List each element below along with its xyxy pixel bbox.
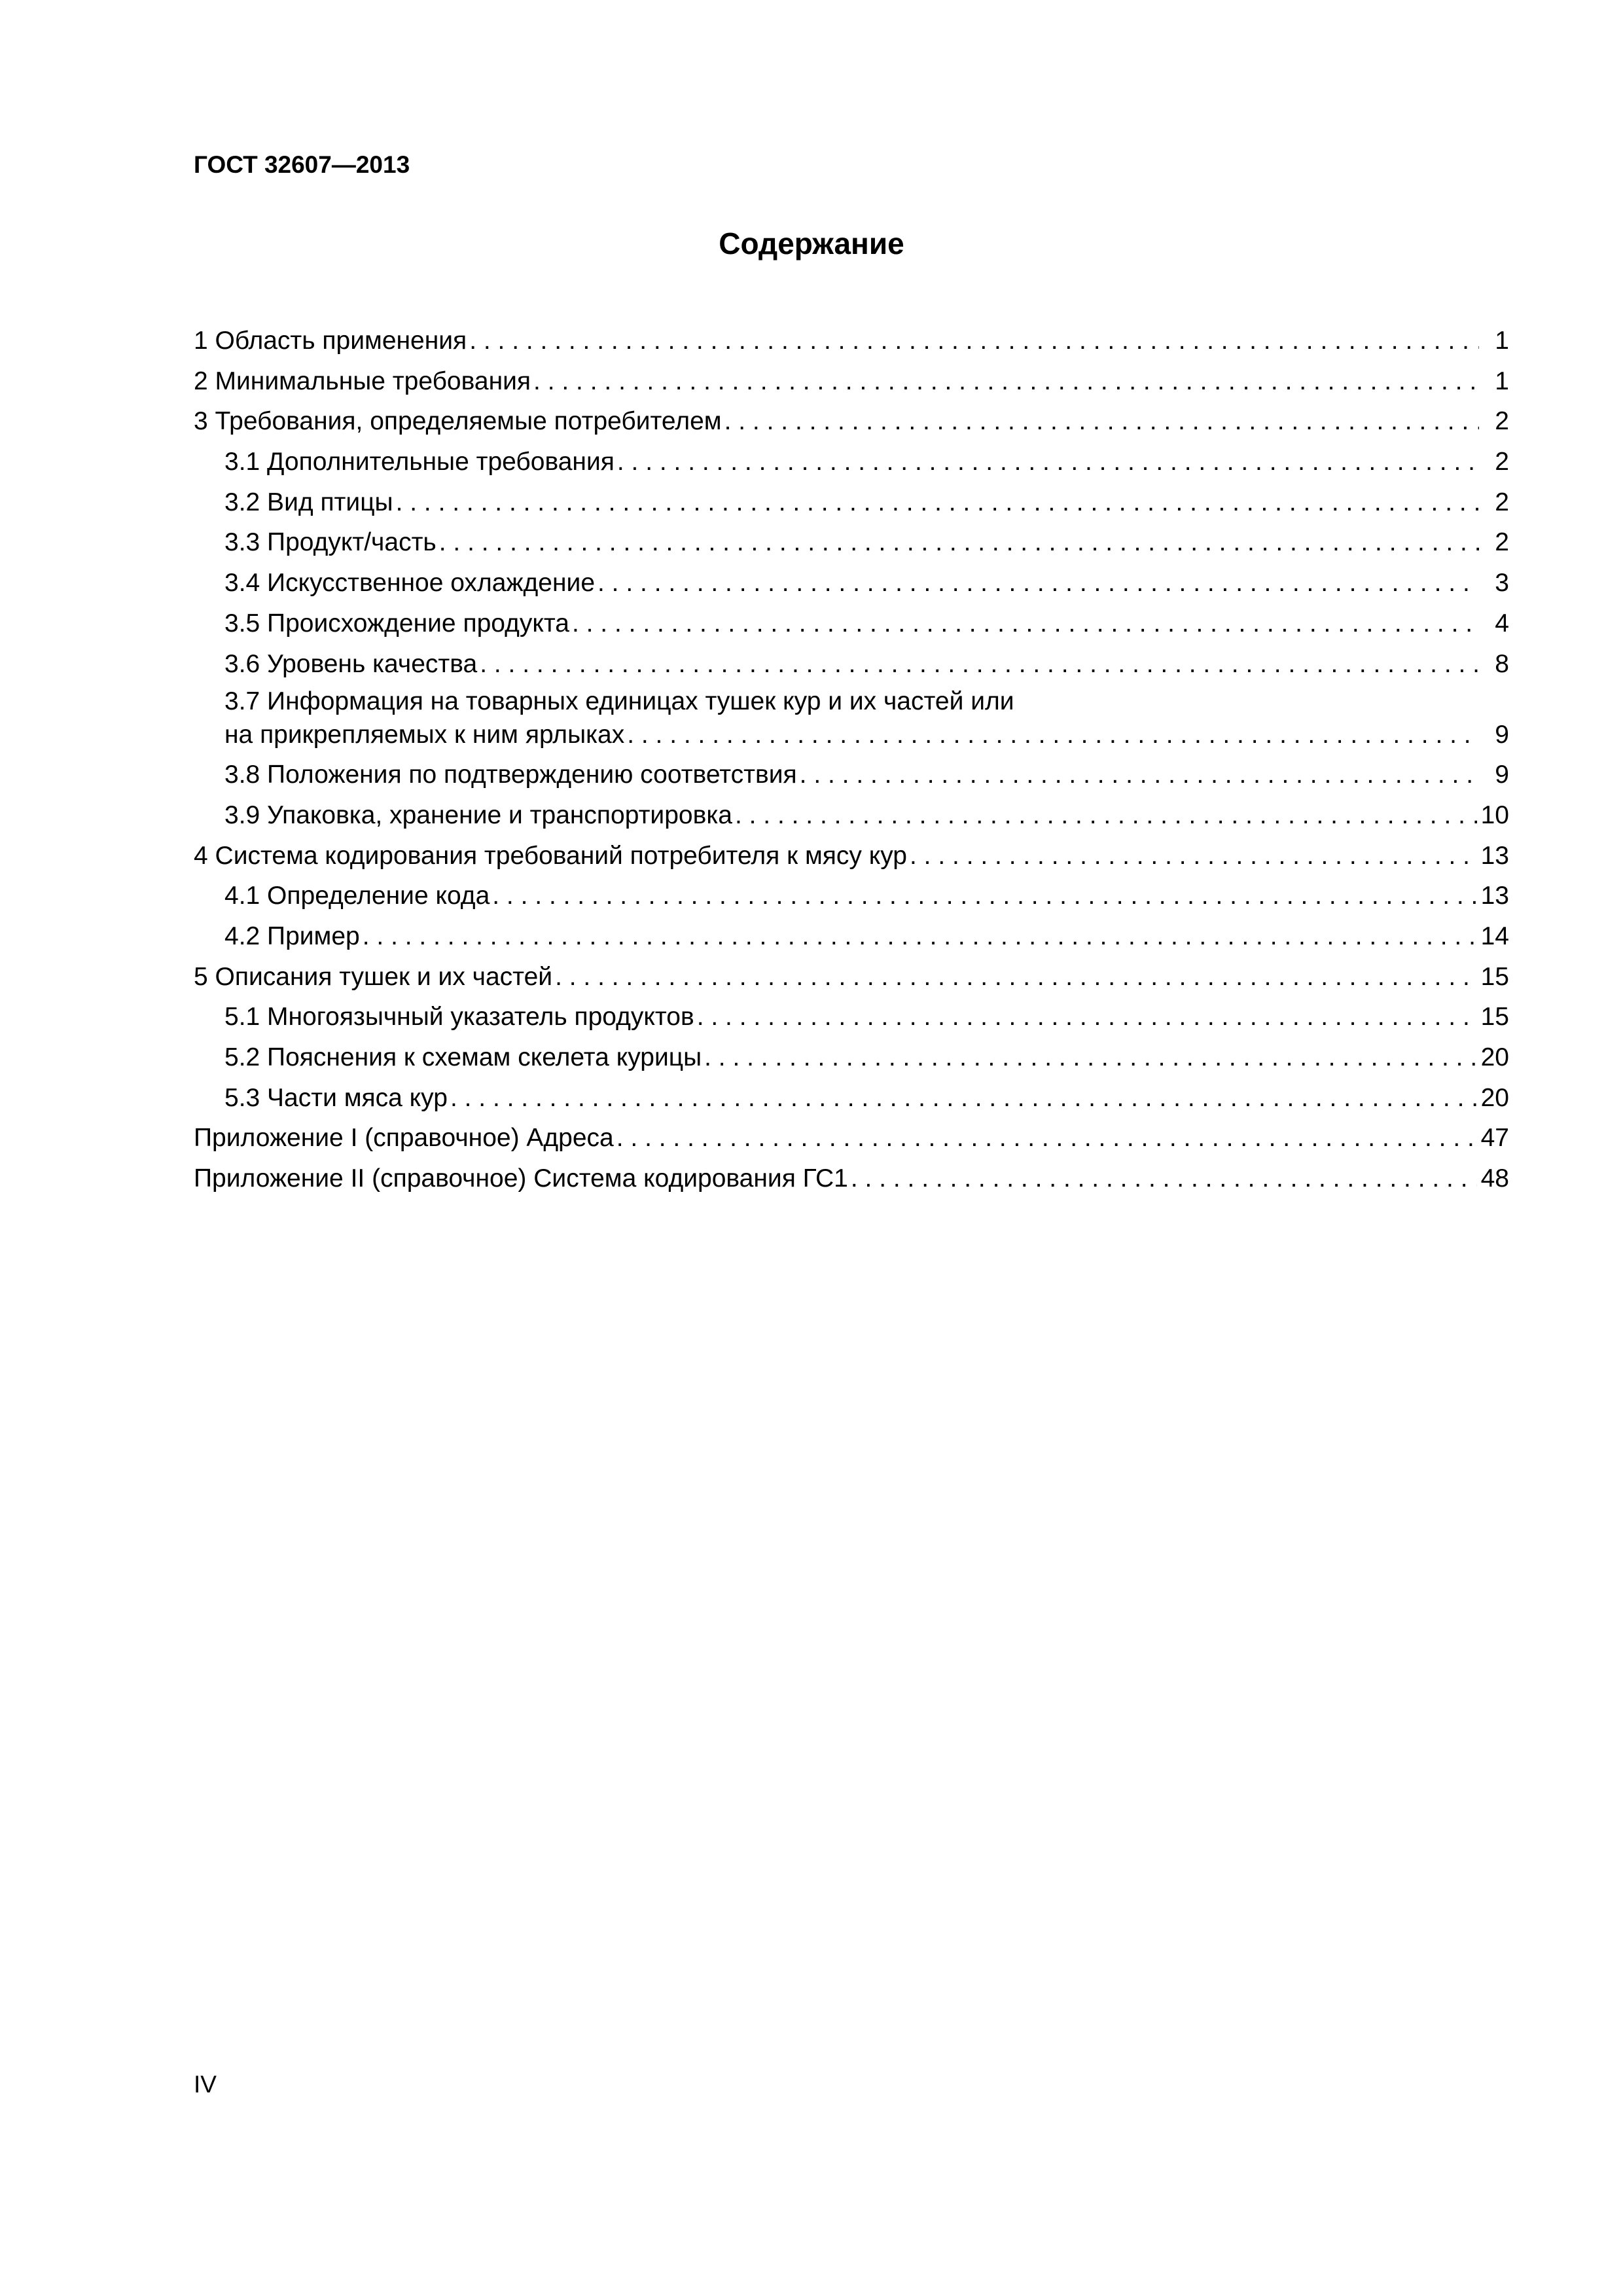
toc-page-number: 2: [1495, 407, 1509, 436]
toc-dot-leader: [616, 1118, 1477, 1158]
toc-entry[interactable]: [194, 795, 1509, 836]
toc-entry[interactable]: [194, 361, 1509, 402]
document-header: ГОСТ 32607—2013: [194, 151, 410, 178]
toc-page-number: 2: [1495, 488, 1509, 516]
toc-entry[interactable]: [194, 1078, 1509, 1119]
toc-entry[interactable]: [194, 684, 1509, 755]
toc-entry-title: 5.1 Многоязычный указатель продуктов: [224, 1003, 694, 1031]
toc-entry-title: 3.4 Искусственное охлаждение: [224, 569, 596, 598]
toc-entry[interactable]: [194, 644, 1509, 685]
toc-entry-title: 5.3 Части мяса кур: [224, 1083, 448, 1112]
toc-entry[interactable]: [194, 522, 1509, 563]
toc-page-number: 4: [1495, 609, 1509, 637]
toc-page-number: 47: [1480, 1124, 1509, 1153]
toc-page-number: 8: [1495, 649, 1509, 678]
table-of-contents: [194, 321, 1509, 1199]
toc-dot-leader: [724, 401, 1479, 442]
toc-dot-leader: [597, 563, 1479, 603]
toc-entry-title: 5 Описания тушек и их частей: [194, 962, 553, 991]
toc-entry[interactable]: [194, 957, 1509, 997]
toc-page-number: 9: [1495, 761, 1509, 789]
toc-entry[interactable]: [194, 836, 1509, 876]
toc-page-number: 9: [1495, 721, 1509, 749]
toc-entry-title: Приложение I (справочное) Адреса: [194, 1124, 614, 1153]
toc-page-number: 14: [1480, 922, 1509, 950]
toc-page-number: 1: [1495, 327, 1509, 355]
page-title: Содержание: [719, 226, 904, 260]
toc-page-number: 20: [1480, 1043, 1509, 1071]
toc-entry-title: 2 Минимальные требования: [194, 367, 531, 395]
toc-entry-title: 4 Система кодирования требований потребителя к мясу кур: [194, 841, 908, 870]
toc-entry-title: 3.3 Продукт/часть: [224, 528, 437, 557]
toc-dot-leader: [735, 795, 1477, 836]
toc-entry[interactable]: [194, 755, 1509, 795]
toc-page-number: 20: [1480, 1083, 1509, 1112]
toc-dot-leader: [910, 836, 1477, 876]
toc-entry-title: 3.7 Информация на товарных единицах тушек кур и их частей или: [224, 687, 1014, 716]
toc-entry-title: 1 Область применения: [194, 327, 467, 355]
toc-dot-leader: [533, 361, 1479, 402]
toc-dot-leader: [800, 755, 1479, 795]
toc-entry-title: 3 Требования, определяемые потребителем: [194, 407, 722, 436]
toc-page-number: 48: [1480, 1164, 1509, 1193]
toc-page-number: 13: [1480, 882, 1509, 910]
toc-entry[interactable]: [194, 401, 1509, 442]
toc-entry-title: 3.5 Происхождение продукта: [224, 609, 569, 637]
toc-entry-title: 3.2 Вид птицы: [224, 488, 393, 516]
toc-entry[interactable]: [194, 916, 1509, 957]
toc-entry[interactable]: [194, 1158, 1509, 1199]
toc-entry-title: 5.2 Пояснения к схемам скелета курицы: [224, 1043, 702, 1071]
toc-entry[interactable]: [194, 1118, 1509, 1158]
toc-entry-title: Приложение II (справочное) Система кодирования ГС1: [194, 1164, 848, 1193]
toc-entry-title: 3.9 Упаковка, хранение и транспортировка: [224, 800, 732, 829]
toc-page-number: 2: [1495, 448, 1509, 476]
toc-dot-leader: [396, 482, 1479, 523]
toc-dot-leader: [469, 321, 1479, 361]
toc-page-number: 13: [1480, 841, 1509, 870]
toc-entry[interactable]: [194, 1037, 1509, 1078]
toc-entry[interactable]: [194, 563, 1509, 603]
toc-entry-title-continuation: на прикрепляемых к ним ярлыках: [224, 721, 625, 749]
toc-dot-leader: [450, 1078, 1477, 1119]
toc-dot-leader: [572, 603, 1479, 644]
toc-entry[interactable]: [194, 482, 1509, 523]
toc-entry[interactable]: [194, 321, 1509, 361]
toc-dot-leader: [627, 718, 1479, 752]
toc-entry-title: 3.8 Положения по подтверждению соответствия: [224, 761, 797, 789]
toc-entry[interactable]: [194, 442, 1509, 482]
toc-dot-leader: [363, 916, 1477, 957]
toc-dot-leader: [704, 1037, 1477, 1078]
toc-entry[interactable]: [194, 997, 1509, 1037]
toc-dot-leader: [617, 442, 1479, 482]
toc-entry-title: 3.1 Дополнительные требования: [224, 448, 615, 476]
toc-entry-title: 4.1 Определение кода: [224, 882, 490, 910]
toc-page-number: 3: [1495, 569, 1509, 598]
toc-entry[interactable]: [194, 876, 1509, 916]
toc-entry-title: 4.2 Пример: [224, 922, 360, 950]
toc-dot-leader: [480, 644, 1479, 685]
toc-dot-leader: [439, 522, 1479, 563]
toc-page-number: 15: [1480, 962, 1509, 991]
page-number: IV: [194, 2071, 217, 2098]
toc-dot-leader: [555, 957, 1477, 997]
toc-page-number: 10: [1480, 800, 1509, 829]
toc-page-number: 1: [1495, 367, 1509, 395]
toc-dot-leader: [697, 997, 1477, 1037]
toc-dot-leader: [492, 876, 1476, 916]
toc-page-number: 2: [1495, 528, 1509, 557]
toc-page-number: 15: [1480, 1003, 1509, 1031]
toc-entry[interactable]: [194, 603, 1509, 644]
toc-dot-leader: [851, 1158, 1477, 1199]
toc-entry-title: 3.6 Уровень качества: [224, 649, 478, 678]
